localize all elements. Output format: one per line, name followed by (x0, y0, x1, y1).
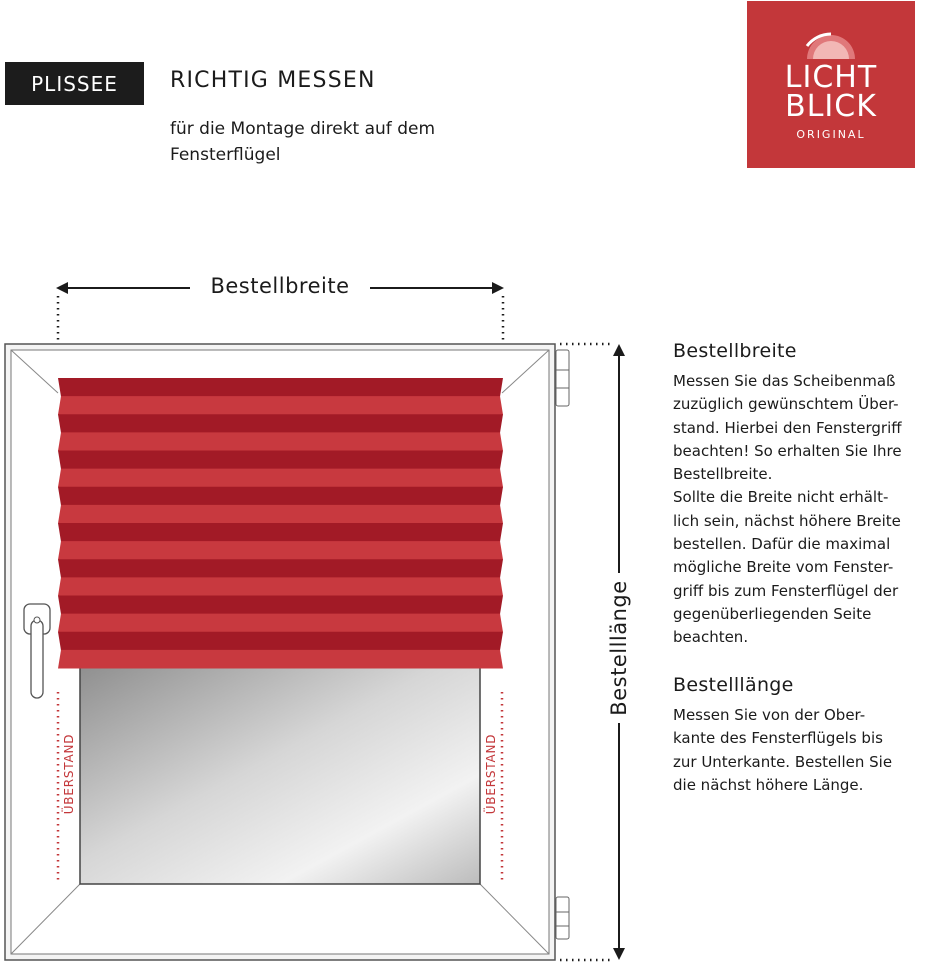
blind-pleat (58, 487, 503, 506)
badge-label: PLISSEE (31, 71, 118, 96)
hinge-bottom (556, 897, 569, 939)
page-title: RICHTIG MESSEN (170, 68, 376, 93)
width-dimension-label: Bestellbreite (190, 274, 370, 298)
blind-pleat (58, 432, 503, 451)
logo-line-2: BLICK (785, 89, 877, 124)
glass-pane (80, 666, 480, 884)
info-height-heading: Bestelllänge (673, 674, 794, 696)
blind-pleat (58, 577, 503, 596)
info-width-text: Messen Sie das Scheibenmaß zuzüglich gewünschtem Über- stand. Hierbei den Fenstergriff beachten! So erhalten Sie Ihre Bestellbreite. Sollte die Breite nicht erhält- lich sein, nächst höhere Breite bestellen. Dafür die maximal mögliche Breite vom Fenster- griff bis zum Fensterflügel der gegenüberliegenden Seite beachten. (673, 372, 902, 647)
info-width-section (673, 340, 928, 650)
blind-pleat (58, 505, 503, 524)
page-subtitle: für die Montage direkt auf dem Fensterflügel (170, 119, 436, 165)
blind-pleat (58, 596, 503, 615)
blind-pleat (58, 614, 503, 633)
blind-pleat (58, 378, 503, 397)
logo-line-1: LICHT (784, 60, 878, 95)
blind-pleat (58, 469, 503, 488)
height-dimension-text: Bestelllänge (607, 573, 631, 723)
blind-pleat (58, 632, 503, 651)
blind-pleat (58, 541, 503, 560)
blind-pleat (58, 451, 503, 470)
info-height-text: Messen Sie von der Ober- kante des Fensterflügels bis zur Unterkante. Bestellen Sie die nächst höhere Länge. (673, 706, 893, 794)
pleated-blind (58, 378, 503, 669)
blind-pleat (58, 396, 503, 415)
overhang-text-left: ÜBERSTAND (62, 733, 76, 815)
logo-line-3: ORIGINAL (796, 128, 866, 141)
info-height-section (673, 674, 928, 797)
blind-pleat (58, 523, 503, 542)
overhang-text-right: ÜBERSTAND (484, 733, 498, 815)
blind-pleat (58, 414, 503, 433)
hinge-top (556, 350, 569, 406)
blind-pleat (58, 650, 503, 669)
blind-pleat (58, 559, 503, 578)
info-width-heading: Bestellbreite (673, 340, 797, 362)
